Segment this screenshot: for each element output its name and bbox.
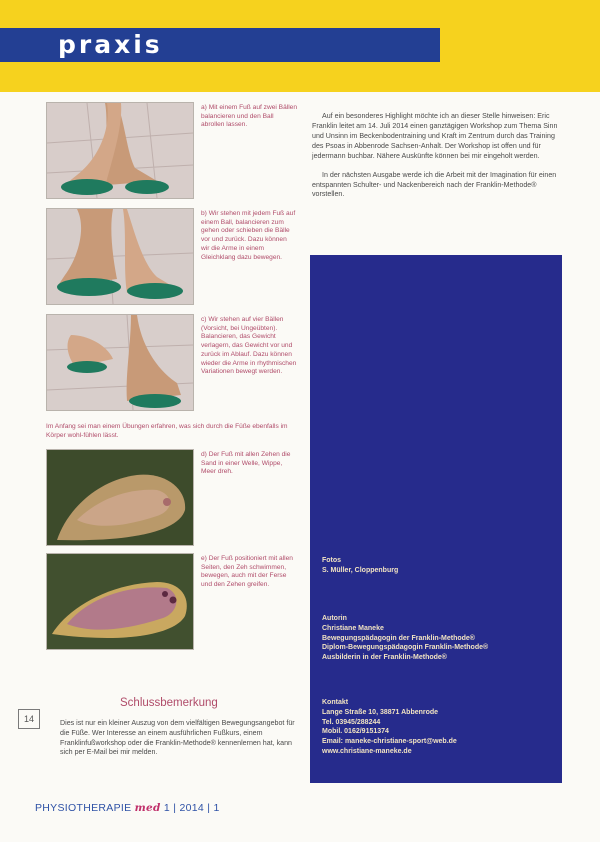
intermediate-text: Im Anfang sei man einem Übungen erfahren, was sich durch die Füße ebenfalls im Körper wohl-fühlen lässt. (46, 423, 288, 439)
author-line: Ausbilderin in der Franklin-Methode® (322, 654, 447, 662)
author-line: Bewegungspädagogin der Franklin-Methode® (322, 634, 475, 642)
figure-caption: a) Mit einem Fuß auf zwei Bällen balancieren und den Ball abrollen lassen. (201, 104, 298, 129)
photo-feet-on-balls-c (46, 314, 194, 411)
figure-caption: b) Wir stehen mit jedem Fuß auf einem Ball, balancieren zum gehen oder schieben die Bälle vor und zurück. Dazu können wir die Arme in einem Gleichklang dazu bewegen. (201, 210, 296, 261)
figure-c (46, 314, 296, 411)
contact-address: Lange Straße 10, 38871 Abbenrode (322, 708, 439, 716)
contact-block (322, 698, 557, 757)
author-block (322, 614, 557, 663)
magazine-footer (35, 802, 220, 814)
photo-foot-in-sand-d (46, 449, 194, 546)
figure-b (46, 208, 296, 305)
figure-column (46, 102, 296, 420)
footer-magazine-name: med (134, 802, 161, 814)
closing-paragraph: Dies ist nur ein kleiner Auszug von dem vielfältigen Bewegungsangebot für die Füße. Wer Interesse an einem ausführlichen Fußkurs, einem Franklinfußworkshop oder die Franklin-Methode® kennenlernen hat, kann sich per E-Mail bei mir melden. (60, 719, 295, 757)
photo-feet-on-balls-a (46, 102, 194, 199)
article-paragraph: In der nächsten Ausgabe werde ich die Arbeit mit der Imagination für einen entspannten Schulter- und Nackenbereich nach der Franklin-Methode® vorstellen. (312, 170, 557, 199)
contact-website: www.christiane-maneke.de (322, 747, 412, 755)
figure-d (46, 449, 296, 546)
contact-mobile: Mobil. 0162/9151374 (322, 728, 389, 736)
photo-feet-on-balls-b (46, 208, 194, 305)
article-paragraph: Auf ein besonderes Highlight möchte ich an dieser Stelle hinweisen: Eric Franklin leitet am 14. Juli 2014 einen ganztägigen Workshop zum Thema Sinn und Unsinn im Beckenbodentraining und Kraft im Zentrum durch das Training des Psoas in Abbenrode Sachsen-Anhalt. Der Workshop ist offen und für jedermann buchbar. Nähere Auskünfte können bei mir eingeholt werden. (312, 112, 558, 160)
footer-prefix: PHYSIOTHERAPIE (35, 802, 135, 814)
fotos-value: S. Müller, Cloppenburg (322, 566, 399, 574)
closing-section-heading: Schlussbemerkung (120, 697, 218, 709)
page-number: 14 (18, 709, 40, 729)
article-text (312, 112, 564, 209)
photo-foot-in-sand-e (46, 553, 194, 650)
figure-e (46, 553, 296, 650)
contact-phone: Tel. 03945/288244 (322, 718, 381, 726)
kontakt-label: Kontakt (322, 699, 349, 706)
contact-email: Email: maneke-christiane-sport@web.de (322, 738, 457, 746)
figure-caption: c) Wir stehen auf vier Bällen (Vorsicht, bei Ungeübten). Balancieren, das Gewicht verlagern, das Gewicht vor und zurück im Ablauf. Dazu können wieder die Arme in rhythmischen Variationen bewegt werden. (201, 316, 297, 376)
figure-a (46, 102, 296, 199)
footer-issue: 1 | 2014 | 1 (160, 802, 220, 814)
fotos-label: Fotos (322, 557, 342, 564)
autorin-label: Autorin (322, 615, 347, 622)
figure-caption: e) Der Fuß positioniert mit allen Seiten, den Zeh schwimmen, bewegen, auch mit der Ferse und den Zehen greifen. (201, 555, 293, 589)
page-section-title: praxis (58, 30, 163, 59)
author-line: Diplom-Bewegungspädagogin Franklin-Methode® (322, 644, 489, 652)
figure-caption: d) Der Fuß mit allen Zehen die Sand in einer Welle, Wippe, Meer dreh. (201, 451, 291, 476)
photo-credit (322, 556, 557, 576)
author-line: Christiane Maneke (322, 624, 384, 632)
